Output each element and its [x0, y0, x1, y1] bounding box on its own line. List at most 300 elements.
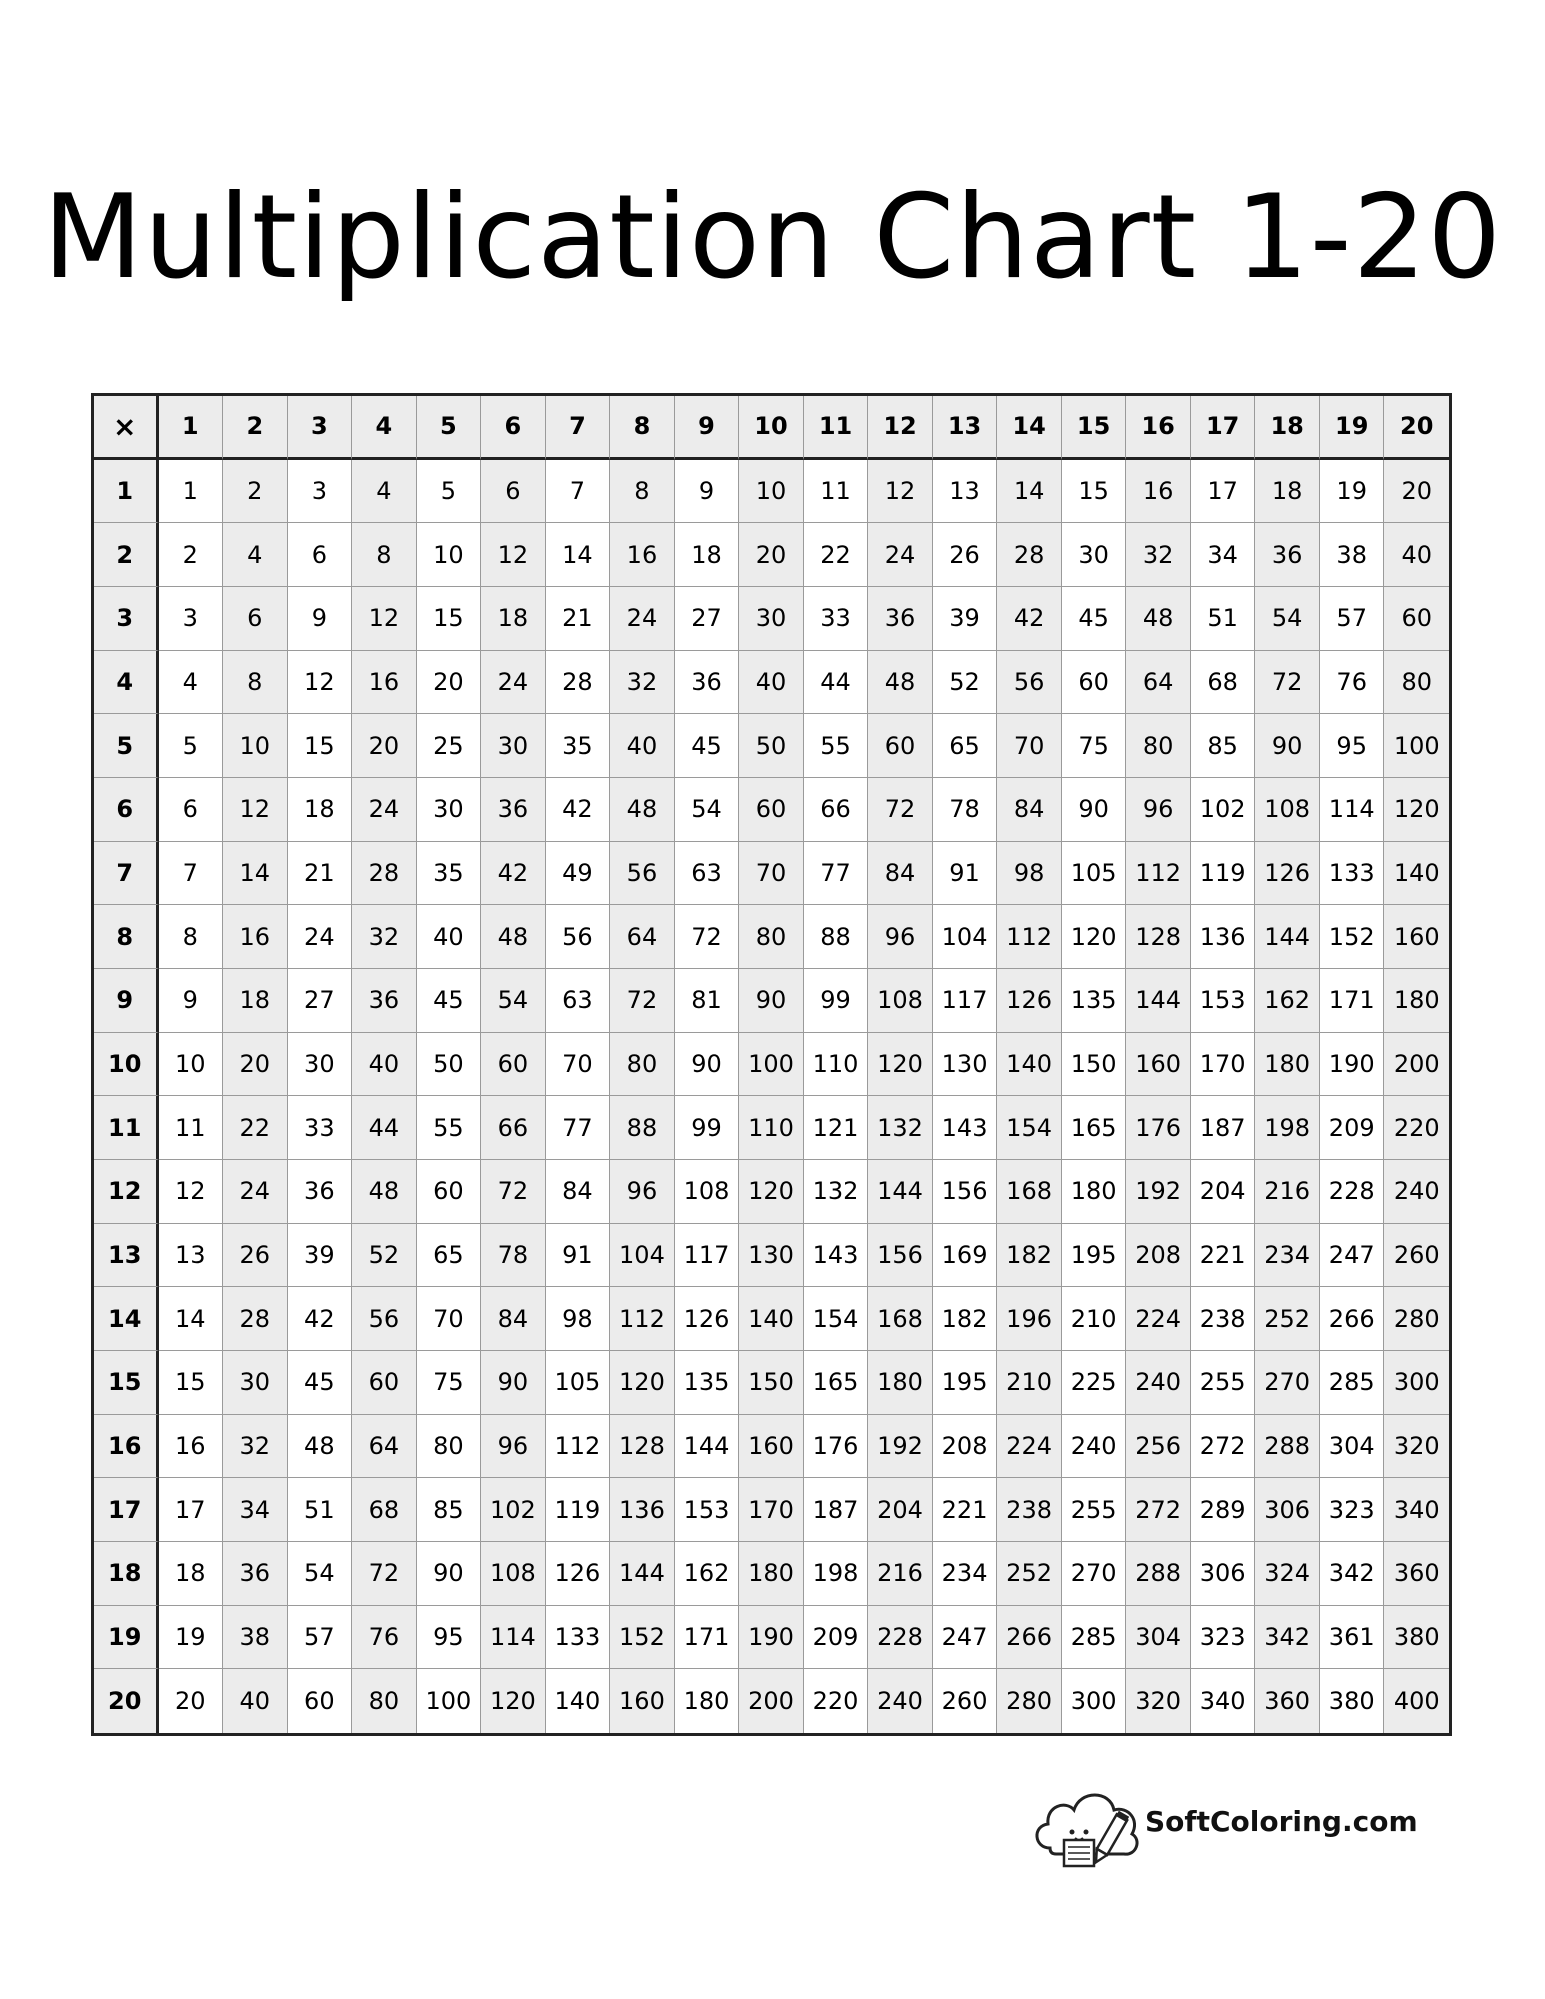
- product-cell: 40: [223, 1669, 288, 1733]
- product-cell: 76: [352, 1606, 417, 1670]
- product-cell: 80: [739, 905, 804, 969]
- product-cell: 187: [804, 1478, 869, 1542]
- product-cell: 380: [1384, 1606, 1449, 1670]
- product-cell: 22: [223, 1096, 288, 1160]
- product-cell: 323: [1320, 1478, 1385, 1542]
- product-cell: 36: [352, 969, 417, 1033]
- product-cell: 300: [1062, 1669, 1127, 1733]
- row-header: 5: [94, 714, 159, 778]
- product-cell: 54: [288, 1542, 353, 1606]
- product-cell: 170: [1191, 1033, 1256, 1097]
- product-cell: 12: [159, 1160, 224, 1224]
- product-cell: 96: [1126, 778, 1191, 842]
- product-cell: 196: [997, 1287, 1062, 1351]
- product-cell: 171: [675, 1606, 740, 1670]
- product-cell: 60: [739, 778, 804, 842]
- product-cell: 228: [1320, 1160, 1385, 1224]
- product-cell: 21: [288, 842, 353, 906]
- product-cell: 126: [675, 1287, 740, 1351]
- product-cell: 15: [1062, 460, 1127, 524]
- column-header: 12: [868, 396, 933, 460]
- product-cell: 108: [675, 1160, 740, 1224]
- product-cell: 80: [352, 1669, 417, 1733]
- row-header: 17: [94, 1478, 159, 1542]
- product-cell: 171: [1320, 969, 1385, 1033]
- product-cell: 64: [352, 1415, 417, 1479]
- product-cell: 228: [868, 1606, 933, 1670]
- product-cell: 60: [288, 1669, 353, 1733]
- product-cell: 304: [1320, 1415, 1385, 1479]
- product-cell: 39: [933, 587, 998, 651]
- product-cell: 8: [159, 905, 224, 969]
- column-header: 18: [1255, 396, 1320, 460]
- product-cell: 88: [804, 905, 869, 969]
- product-cell: 77: [804, 842, 869, 906]
- product-cell: 121: [804, 1096, 869, 1160]
- column-header: 15: [1062, 396, 1127, 460]
- product-cell: 112: [1126, 842, 1191, 906]
- product-cell: 108: [481, 1542, 546, 1606]
- product-cell: 126: [546, 1542, 611, 1606]
- product-cell: 192: [1126, 1160, 1191, 1224]
- product-cell: 20: [739, 523, 804, 587]
- product-cell: 95: [1320, 714, 1385, 778]
- product-cell: 91: [933, 842, 998, 906]
- product-cell: 20: [159, 1669, 224, 1733]
- product-cell: 63: [546, 969, 611, 1033]
- product-cell: 102: [1191, 778, 1256, 842]
- product-cell: 160: [610, 1669, 675, 1733]
- product-cell: 60: [417, 1160, 482, 1224]
- product-cell: 90: [1255, 714, 1320, 778]
- product-cell: 80: [417, 1415, 482, 1479]
- product-cell: 24: [352, 778, 417, 842]
- product-cell: 99: [675, 1096, 740, 1160]
- product-cell: 14: [223, 842, 288, 906]
- product-cell: 300: [1384, 1351, 1449, 1415]
- product-cell: 160: [1384, 905, 1449, 969]
- product-cell: 12: [288, 651, 353, 715]
- product-cell: 55: [417, 1096, 482, 1160]
- product-cell: 140: [739, 1287, 804, 1351]
- product-cell: 152: [610, 1606, 675, 1670]
- product-cell: 8: [352, 523, 417, 587]
- product-cell: 144: [675, 1415, 740, 1479]
- product-cell: 224: [997, 1415, 1062, 1479]
- product-cell: 77: [546, 1096, 611, 1160]
- product-cell: 78: [481, 1224, 546, 1288]
- product-cell: 153: [675, 1478, 740, 1542]
- product-cell: 266: [997, 1606, 1062, 1670]
- product-cell: 150: [739, 1351, 804, 1415]
- column-header: 8: [610, 396, 675, 460]
- product-cell: 48: [481, 905, 546, 969]
- row-header: 12: [94, 1160, 159, 1224]
- product-cell: 30: [481, 714, 546, 778]
- column-header: 17: [1191, 396, 1256, 460]
- product-cell: 285: [1062, 1606, 1127, 1670]
- product-cell: 24: [610, 587, 675, 651]
- product-cell: 57: [288, 1606, 353, 1670]
- product-cell: 120: [868, 1033, 933, 1097]
- product-cell: 102: [481, 1478, 546, 1542]
- product-cell: 270: [1062, 1542, 1127, 1606]
- product-cell: 18: [1255, 460, 1320, 524]
- product-cell: 75: [417, 1351, 482, 1415]
- product-cell: 361: [1320, 1606, 1385, 1670]
- product-cell: 38: [1320, 523, 1385, 587]
- product-cell: 153: [1191, 969, 1256, 1033]
- product-cell: 156: [933, 1160, 998, 1224]
- product-cell: 72: [352, 1542, 417, 1606]
- product-cell: 26: [223, 1224, 288, 1288]
- product-cell: 44: [352, 1096, 417, 1160]
- row-header: 18: [94, 1542, 159, 1606]
- row-header: 3: [94, 587, 159, 651]
- product-cell: 200: [1384, 1033, 1449, 1097]
- product-cell: 323: [1191, 1606, 1256, 1670]
- product-cell: 112: [997, 905, 1062, 969]
- product-cell: 56: [546, 905, 611, 969]
- product-cell: 19: [1320, 460, 1385, 524]
- product-cell: 216: [1255, 1160, 1320, 1224]
- column-header: 4: [352, 396, 417, 460]
- product-cell: 13: [933, 460, 998, 524]
- row-header: 11: [94, 1096, 159, 1160]
- product-cell: 144: [610, 1542, 675, 1606]
- product-cell: 12: [352, 587, 417, 651]
- product-cell: 24: [288, 905, 353, 969]
- product-cell: 25: [417, 714, 482, 778]
- product-cell: 252: [1255, 1287, 1320, 1351]
- row-header: 16: [94, 1415, 159, 1479]
- product-cell: 165: [804, 1351, 869, 1415]
- product-cell: 18: [675, 523, 740, 587]
- row-header: 8: [94, 905, 159, 969]
- product-cell: 252: [997, 1542, 1062, 1606]
- product-cell: 57: [1320, 587, 1385, 651]
- product-cell: 39: [288, 1224, 353, 1288]
- product-cell: 240: [868, 1669, 933, 1733]
- product-cell: 11: [804, 460, 869, 524]
- product-cell: 91: [546, 1224, 611, 1288]
- product-cell: 34: [223, 1478, 288, 1542]
- product-cell: 75: [1062, 714, 1127, 778]
- product-cell: 342: [1320, 1542, 1385, 1606]
- product-cell: 210: [1062, 1287, 1127, 1351]
- product-cell: 54: [1255, 587, 1320, 651]
- product-cell: 360: [1255, 1669, 1320, 1733]
- product-cell: 36: [675, 651, 740, 715]
- column-header: 19: [1320, 396, 1385, 460]
- product-cell: 30: [739, 587, 804, 651]
- product-cell: 17: [159, 1478, 224, 1542]
- product-cell: 80: [610, 1033, 675, 1097]
- product-cell: 33: [804, 587, 869, 651]
- product-cell: 4: [223, 523, 288, 587]
- product-cell: 2: [223, 460, 288, 524]
- site-name: SoftColoring.com: [1145, 1805, 1418, 1838]
- product-cell: 90: [739, 969, 804, 1033]
- product-cell: 6: [288, 523, 353, 587]
- product-cell: 20: [352, 714, 417, 778]
- product-cell: 63: [675, 842, 740, 906]
- product-cell: 11: [159, 1096, 224, 1160]
- product-cell: 84: [868, 842, 933, 906]
- product-cell: 7: [159, 842, 224, 906]
- product-cell: 240: [1384, 1160, 1449, 1224]
- product-cell: 221: [1191, 1224, 1256, 1288]
- product-cell: 135: [675, 1351, 740, 1415]
- product-cell: 28: [223, 1287, 288, 1351]
- product-cell: 190: [1320, 1033, 1385, 1097]
- corner-times-symbol: ×: [94, 396, 159, 460]
- product-cell: 220: [804, 1669, 869, 1733]
- product-cell: 105: [1062, 842, 1127, 906]
- product-cell: 144: [1255, 905, 1320, 969]
- product-cell: 16: [159, 1415, 224, 1479]
- product-cell: 95: [417, 1606, 482, 1670]
- product-cell: 2: [159, 523, 224, 587]
- product-cell: 20: [417, 651, 482, 715]
- product-cell: 30: [417, 778, 482, 842]
- column-header: 10: [739, 396, 804, 460]
- product-cell: 224: [1126, 1287, 1191, 1351]
- product-cell: 10: [223, 714, 288, 778]
- product-cell: 84: [546, 1160, 611, 1224]
- product-cell: 5: [159, 714, 224, 778]
- product-cell: 44: [804, 651, 869, 715]
- product-cell: 380: [1320, 1669, 1385, 1733]
- product-cell: 28: [352, 842, 417, 906]
- product-cell: 45: [288, 1351, 353, 1415]
- product-cell: 72: [1255, 651, 1320, 715]
- column-header: 1: [159, 396, 224, 460]
- product-cell: 169: [933, 1224, 998, 1288]
- product-cell: 240: [1062, 1415, 1127, 1479]
- product-cell: 160: [739, 1415, 804, 1479]
- product-cell: 180: [1062, 1160, 1127, 1224]
- product-cell: 204: [868, 1478, 933, 1542]
- product-cell: 120: [739, 1160, 804, 1224]
- product-cell: 85: [417, 1478, 482, 1542]
- column-header: 13: [933, 396, 998, 460]
- product-cell: 165: [1062, 1096, 1127, 1160]
- product-cell: 9: [159, 969, 224, 1033]
- product-cell: 98: [546, 1287, 611, 1351]
- product-cell: 33: [288, 1096, 353, 1160]
- product-cell: 38: [223, 1606, 288, 1670]
- product-cell: 60: [868, 714, 933, 778]
- row-header: 13: [94, 1224, 159, 1288]
- product-cell: 150: [1062, 1033, 1127, 1097]
- product-cell: 162: [675, 1542, 740, 1606]
- product-cell: 180: [1255, 1033, 1320, 1097]
- product-cell: 195: [1062, 1224, 1127, 1288]
- product-cell: 64: [610, 905, 675, 969]
- product-cell: 78: [933, 778, 998, 842]
- product-cell: 154: [804, 1287, 869, 1351]
- product-cell: 360: [1384, 1542, 1449, 1606]
- product-cell: 4: [159, 651, 224, 715]
- product-cell: 195: [933, 1351, 998, 1415]
- product-cell: 52: [352, 1224, 417, 1288]
- product-cell: 40: [352, 1033, 417, 1097]
- product-cell: 154: [997, 1096, 1062, 1160]
- product-cell: 20: [1384, 460, 1449, 524]
- product-cell: 104: [933, 905, 998, 969]
- product-cell: 81: [675, 969, 740, 1033]
- product-cell: 256: [1126, 1415, 1191, 1479]
- product-cell: 220: [1384, 1096, 1449, 1160]
- product-cell: 324: [1255, 1542, 1320, 1606]
- product-cell: 135: [1062, 969, 1127, 1033]
- product-cell: 288: [1255, 1415, 1320, 1479]
- product-cell: 90: [1062, 778, 1127, 842]
- product-cell: 42: [546, 778, 611, 842]
- product-cell: 7: [546, 460, 611, 524]
- product-cell: 117: [675, 1224, 740, 1288]
- product-cell: 42: [481, 842, 546, 906]
- product-cell: 16: [610, 523, 675, 587]
- product-cell: 100: [417, 1669, 482, 1733]
- row-header: 4: [94, 651, 159, 715]
- product-cell: 126: [1255, 842, 1320, 906]
- product-cell: 8: [223, 651, 288, 715]
- product-cell: 1: [159, 460, 224, 524]
- product-cell: 6: [159, 778, 224, 842]
- product-cell: 17: [1191, 460, 1256, 524]
- product-cell: 280: [997, 1669, 1062, 1733]
- product-cell: 130: [739, 1224, 804, 1288]
- product-cell: 27: [675, 587, 740, 651]
- product-cell: 234: [1255, 1224, 1320, 1288]
- product-cell: 28: [546, 651, 611, 715]
- product-cell: 128: [1126, 905, 1191, 969]
- product-cell: 16: [352, 651, 417, 715]
- product-cell: 238: [1191, 1287, 1256, 1351]
- product-cell: 60: [1384, 587, 1449, 651]
- product-cell: 180: [868, 1351, 933, 1415]
- product-cell: 48: [610, 778, 675, 842]
- product-cell: 160: [1126, 1033, 1191, 1097]
- product-cell: 112: [610, 1287, 675, 1351]
- product-cell: 70: [997, 714, 1062, 778]
- product-cell: 3: [288, 460, 353, 524]
- product-cell: 90: [481, 1351, 546, 1415]
- product-cell: 72: [675, 905, 740, 969]
- product-cell: 204: [1191, 1160, 1256, 1224]
- product-cell: 70: [739, 842, 804, 906]
- product-cell: 162: [1255, 969, 1320, 1033]
- product-cell: 156: [868, 1224, 933, 1288]
- row-header: 1: [94, 460, 159, 524]
- product-cell: 225: [1062, 1351, 1127, 1415]
- product-cell: 68: [1191, 651, 1256, 715]
- product-cell: 72: [610, 969, 675, 1033]
- product-cell: 88: [610, 1096, 675, 1160]
- product-cell: 60: [481, 1033, 546, 1097]
- product-cell: 45: [417, 969, 482, 1033]
- product-cell: 15: [159, 1351, 224, 1415]
- product-cell: 400: [1384, 1669, 1449, 1733]
- product-cell: 288: [1126, 1542, 1191, 1606]
- row-header: 2: [94, 523, 159, 587]
- product-cell: 55: [804, 714, 869, 778]
- product-cell: 56: [997, 651, 1062, 715]
- product-cell: 35: [546, 714, 611, 778]
- product-cell: 132: [804, 1160, 869, 1224]
- product-cell: 144: [1126, 969, 1191, 1033]
- product-cell: 117: [933, 969, 998, 1033]
- product-cell: 6: [481, 460, 546, 524]
- column-header: 14: [997, 396, 1062, 460]
- product-cell: 114: [1320, 778, 1385, 842]
- product-cell: 32: [223, 1415, 288, 1479]
- product-cell: 10: [159, 1033, 224, 1097]
- product-cell: 255: [1062, 1478, 1127, 1542]
- product-cell: 40: [1384, 523, 1449, 587]
- product-cell: 272: [1126, 1478, 1191, 1542]
- product-cell: 192: [868, 1415, 933, 1479]
- product-cell: 66: [481, 1096, 546, 1160]
- product-cell: 247: [933, 1606, 998, 1670]
- product-cell: 65: [933, 714, 998, 778]
- product-cell: 340: [1384, 1478, 1449, 1542]
- product-cell: 168: [868, 1287, 933, 1351]
- product-cell: 133: [1320, 842, 1385, 906]
- product-cell: 24: [481, 651, 546, 715]
- product-cell: 14: [159, 1287, 224, 1351]
- product-cell: 304: [1126, 1606, 1191, 1670]
- product-cell: 12: [223, 778, 288, 842]
- product-cell: 64: [1126, 651, 1191, 715]
- product-cell: 32: [610, 651, 675, 715]
- product-cell: 190: [739, 1606, 804, 1670]
- product-cell: 10: [739, 460, 804, 524]
- product-cell: 133: [546, 1606, 611, 1670]
- product-cell: 36: [868, 587, 933, 651]
- column-header: 7: [546, 396, 611, 460]
- product-cell: 260: [1384, 1224, 1449, 1288]
- product-cell: 306: [1255, 1478, 1320, 1542]
- product-cell: 96: [610, 1160, 675, 1224]
- product-cell: 143: [933, 1096, 998, 1160]
- product-cell: 260: [933, 1669, 998, 1733]
- column-header: 5: [417, 396, 482, 460]
- product-cell: 48: [288, 1415, 353, 1479]
- product-cell: 48: [868, 651, 933, 715]
- product-cell: 108: [1255, 778, 1320, 842]
- product-cell: 120: [610, 1351, 675, 1415]
- product-cell: 119: [546, 1478, 611, 1542]
- column-header: 9: [675, 396, 740, 460]
- product-cell: 15: [417, 587, 482, 651]
- product-cell: 320: [1126, 1669, 1191, 1733]
- product-cell: 18: [223, 969, 288, 1033]
- column-header: 2: [223, 396, 288, 460]
- row-header: 20: [94, 1669, 159, 1733]
- product-cell: 182: [933, 1287, 998, 1351]
- product-cell: 234: [933, 1542, 998, 1606]
- product-cell: 306: [1191, 1542, 1256, 1606]
- product-cell: 12: [481, 523, 546, 587]
- product-cell: 187: [1191, 1096, 1256, 1160]
- product-cell: 128: [610, 1415, 675, 1479]
- row-header: 10: [94, 1033, 159, 1097]
- product-cell: 16: [1126, 460, 1191, 524]
- product-cell: 272: [1191, 1415, 1256, 1479]
